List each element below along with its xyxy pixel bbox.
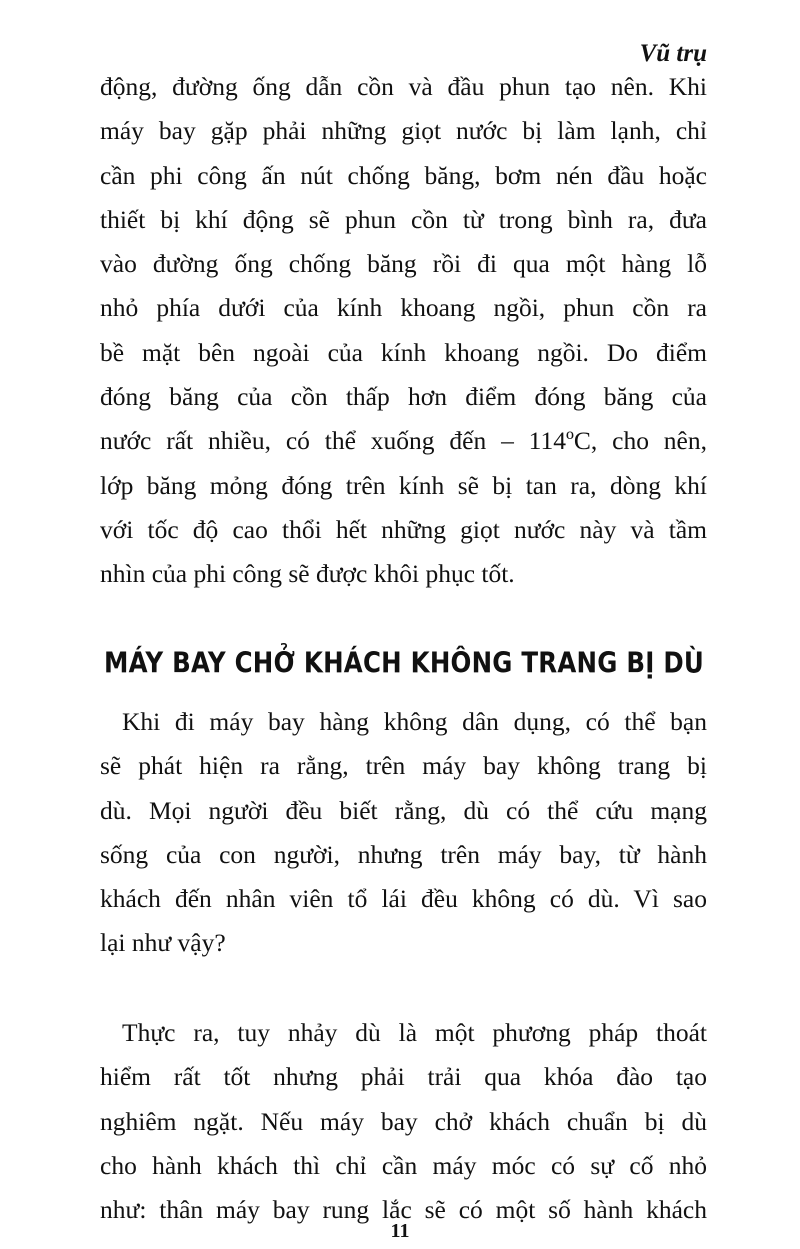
text-line: cần phi công ấn nút chống băng, bơm nén đầu hoặc xyxy=(100,160,707,190)
text-line: động, đường ống dẫn cồn và đầu phun tạo nên. Khi xyxy=(100,72,707,101)
text-line: máy bay gặp phải những giọt nước bị làm lạnh, chỉ xyxy=(100,116,707,146)
text-line: nhỏ phía dưới của kính khoang ngồi, phun cồn ra xyxy=(100,293,707,323)
text-line: sẽ phát hiện ra rằng, trên máy bay không trang bị xyxy=(100,751,707,781)
text-line: nhìn của phi công sẽ được khôi phục tốt. xyxy=(100,559,515,589)
paragraph-3 xyxy=(100,1011,707,1232)
text-line: Khi đi máy bay hàng không dân dụng, có thể bạn xyxy=(122,707,707,736)
text-line: thiết bị khí động sẽ phun cồn từ trong bình ra, đưa xyxy=(100,204,707,234)
text-line: nghiêm ngặt. Nếu máy bay chở khách chuẩn bị dù xyxy=(100,1106,707,1136)
text-line: sống của con người, nhưng trên máy bay, từ hành xyxy=(100,839,707,869)
text-line: nước rất nhiều, có thể xuống đến – 114ºC, cho nên, xyxy=(100,426,707,456)
page-number: 11 xyxy=(390,1220,410,1242)
text-line: vào đường ống chống băng rồi đi qua một hàng lỗ xyxy=(100,249,707,279)
paragraph-2 xyxy=(100,700,707,966)
text-line: bề mặt bên ngoài của kính khoang ngồi. Do điểm xyxy=(100,337,707,367)
paragraph-1 xyxy=(100,65,707,597)
text-line: hiểm rất tốt nhưng phải trải qua khóa đào tạo xyxy=(100,1062,707,1092)
text-line: với tốc độ cao thổi hết những giọt nước này và tầm xyxy=(100,514,707,544)
text-line: lại như vậy? xyxy=(100,928,226,958)
text-line: dù. Mọi người đều biết rằng, dù có thể cứu mạng xyxy=(100,795,707,825)
text-line: Thực ra, tuy nhảy dù là một phương pháp thoát xyxy=(122,1018,707,1047)
text-line: cho hành khách thì chỉ cần máy móc có sự cố nhỏ xyxy=(100,1150,707,1180)
text-line: khách đến nhân viên tổ lái đều không có dù. Vì sao xyxy=(100,884,707,914)
running-header: Vũ trụ xyxy=(639,40,707,67)
section-heading: MÁY BAY CHỞ KHÁCH KHÔNG TRANG BỊ DÙ xyxy=(104,645,704,680)
text-line: đóng băng của cồn thấp hơn điểm đóng băng của xyxy=(100,382,707,412)
text-line: như: thân máy bay rung lắc sẽ có một số hành khách xyxy=(100,1195,707,1225)
text-line: lớp băng mỏng đóng trên kính sẽ bị tan ra, dòng khí xyxy=(100,470,707,500)
